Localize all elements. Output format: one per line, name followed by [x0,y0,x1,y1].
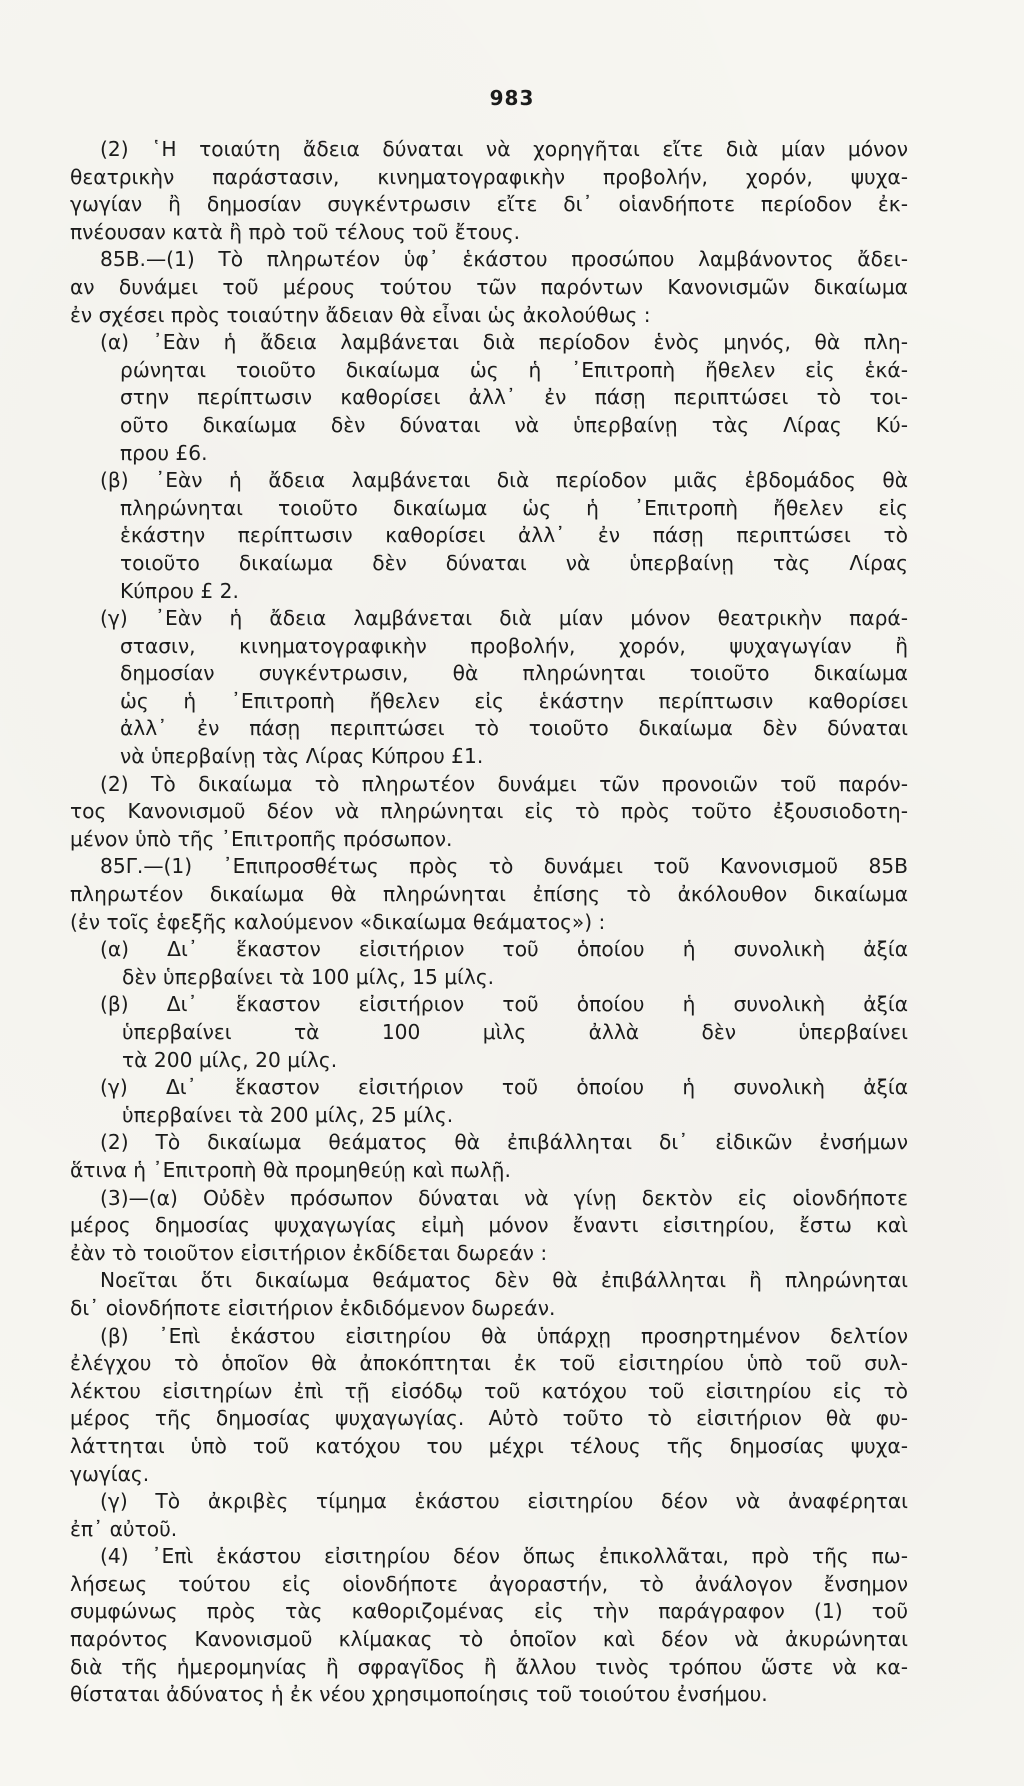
text-line: 85Β.—(1) Τὸ πληρωτέον ὑφ᾿ ἑκάστου προσώπου λαμβάνοντος ἄδει- [100,247,908,272]
text-line: (2) Τὸ δικαίωμα τὸ πληρωτέον δυνάμει τῶν προνοιῶν τοῦ παρόν- [100,771,908,796]
text-line: (β) Δι᾿ ἕκαστον εἰσιτήριον τοῦ ὁποίου ἡ συνολικὴ ἀξία [100,992,908,1017]
text-line: ὡς ἡ ᾿Επιτροπὴ ἤθελεν εἰς ἑκάστην περίπτωσιν καθορίσει [120,688,908,713]
text-line: (3)—(α) Οὐδὲν πρόσωπον δύναται νὰ γίνῃ δεκτὸν εἰς οἱονδήποτε [100,1185,908,1210]
text-line: (γ) Δι᾿ ἕκαστον εἰσιτήριον τοῦ ὁποίου ἡ συνολικὴ ἀξία [100,1075,908,1100]
text-line: ἐπ᾿ αὐτοῦ. [70,1516,178,1541]
text-line: (γ) Τὸ ἀκριβὲς τίμημα ἑκάστου εἰσιτηρίου δέον νὰ ἀναφέρηται [100,1489,908,1514]
text-line: λάττηται ὑπὸ τοῦ κατόχου του μέχρι τέλους τῆς δημοσίας ψυχα- [70,1433,908,1458]
text-line: ρώνηται τοιοῦτο δικαίωμα ὡς ἡ ᾿Επιτροπὴ ἤθελεν εἰς ἑκά- [120,357,908,382]
text-line: λέκτου εἰσιτηρίων ἐπὶ τῇ εἰσόδῳ τοῦ κατόχου τοῦ εἰσιτηρίου εἰς τὸ [70,1378,908,1403]
text-line: μέρος δημοσίας ψυχαγωγίας εἰμὴ μόνον ἔναντι εἰσιτηρίου, ἔστω καὶ [70,1213,908,1238]
text-line: τοιοῦτο δικαίωμα δὲν δύναται νὰ ὑπερβαίνῃ τὰς Λίρας [120,550,908,575]
text-line: παρόντος Κανονισμοῦ κλίμακας τὸ ὁποῖον καὶ δέον νὰ ἀκυρώνηται [70,1627,908,1652]
text-line: γωγίας. [70,1461,150,1486]
text-line: ἅτινα ἡ ᾿Επιτροπὴ θὰ προμηθεύῃ καὶ πωλῇ. [70,1157,511,1182]
text-line: Νοεῖται ὅτι δικαίωμα θεάματος δὲν θὰ ἐπιβάλληται ἢ πληρώνηται [100,1268,908,1293]
text-line: ὑπερβαίνει τὰ 200 μίλς, 25 μίλς. [122,1102,454,1127]
text-line: νὰ ὑπερβαίνῃ τὰς Λίρας Κύπρου £1. [120,744,484,769]
text-line: (2) Τὸ δικαίωμα θεάματος θὰ ἐπιβάλληται δι᾿ εἰδικῶν ἐνσήμων [100,1130,908,1155]
text-line: πληρώνηται τοιοῦτο δικαίωμα ὡς ἡ ᾿Επιτροπὴ ἤθελεν εἰς [120,495,908,520]
text-line: δι᾿ οἱονδήποτε εἰσιτήριον ἐκδιδόμενον δωρεάν. [70,1295,556,1320]
text-line: (ἐν τοῖς ἑφεξῆς καλούμενον «δικαίωμα θεάματος») : [70,909,606,934]
text-line: στασιν, κινηματογραφικὴν προβολήν, χορόν, ψυχαγωγίαν ἢ [120,633,908,658]
text-line: διὰ τῆς ἡμερομηνίας ἢ σφραγῖδος ἢ ἄλλου τινὸς τρόπου ὥστε νὰ κα- [70,1654,908,1679]
body-text [70,136,908,1709]
text-line: θεατρικὴν παράστασιν, κινηματογραφικὴν προβολήν, χορόν, ψυχα- [70,164,908,189]
text-line: συμφώνως πρὸς τὰς καθοριζομένας εἰς τὴν παράγραφον (1) τοῦ [70,1599,908,1624]
text-line: πνέουσαν κατὰ ἢ πρὸ τοῦ τέλους τοῦ ἔτους. [70,219,521,244]
text-line: ἐν σχέσει πρὸς τοιαύτην ἄδειαν θὰ εἶναι ὡς ἀκολούθως : [70,302,651,327]
text-line: (α) ᾿Εὰν ἡ ἄδεια λαμβάνεται διὰ περίοδον ἑνὸς μηνός, θὰ πλη- [100,330,908,355]
text-line: (β) ᾿Επὶ ἑκάστου εἰσιτηρίου θὰ ὑπάρχῃ προσηρτημένον δελτίον [100,1323,908,1348]
text-line: (γ) ᾿Εὰν ἡ ἄδεια λαμβάνεται διὰ μίαν μόνον θεατρικὴν παρά- [100,606,908,631]
text-line: πληρωτέον δικαίωμα θὰ πληρώνηται ἐπίσης τὸ ἀκόλουθον δικαίωμα [70,882,908,907]
text-line: γωγίαν ἢ δημοσίαν συγκέντρωσιν εἴτε δι᾿ οἱανδήποτε περίοδον ἐκ- [70,192,908,217]
text-line: αν δυνάμει τοῦ μέρους τούτου τῶν παρόντων Κανονισμῶν δικαίωμα [70,274,908,299]
text-line: ὑπερβαίνει τὰ 100 μὶλς ἀλλὰ δὲν ὑπερβαίνει [122,1020,908,1044]
text-line: ἑκάστην περίπτωσιν καθορίσει ἀλλ᾿ ἐν πάσῃ περιπτώσει τὸ [120,523,908,548]
text-line: (2) ῾Η τοιαύτη ἄδεια δύναται νὰ χορηγῆται εἴτε διὰ μίαν μόνον [100,137,908,161]
text-line: (α) Δι᾿ ἕκαστον εἰσιτήριον τοῦ ὁποίου ἡ συνολικὴ ἀξία [100,937,908,962]
text-line: μένον ὑπὸ τῆς ᾿Επιτροπῆς πρόσωπον. [70,826,453,851]
text-line: πρου £6. [120,440,208,465]
text-line: ἀλλ᾿ ἐν πάσῃ περιπτώσει τὸ τοιοῦτο δικαίωμα δὲν δύναται [120,716,908,741]
text-line: τὰ 200 μίλς, 20 μίλς. [122,1047,338,1072]
text-line: (4) ᾿Επὶ ἑκάστου εἰσιτηρίου δέον ὅπως ἐπικολλᾶται, πρὸ τῆς πω- [100,1544,908,1569]
text-line: ἐὰν τὸ τοιοῦτον εἰσιτήριον ἐκδίδεται δωρεάν : [70,1240,548,1265]
text-line: δὲν ὑπερβαίνει τὰ 100 μίλς, 15 μίλς. [122,964,495,989]
page-number: 983 [489,86,535,110]
text-line: δημοσίαν συγκέντρωσιν, θὰ πληρώνηται τοιοῦτο δικαίωμα [120,661,908,686]
text-line: Κύπρου £ 2. [120,578,239,603]
text-line: τος Κανονισμοῦ δέον νὰ πληρώνηται εἰς τὸ πρὸς τοῦτο ἐξουσιοδοτη- [70,799,908,824]
text-line: (β) ᾿Εὰν ἡ ἄδεια λαμβάνεται διὰ περίοδον μιᾶς ἑβδομάδος θὰ [100,468,908,493]
text-line: οῦτο δικαίωμα δὲν δύναται νὰ ὑπερβαίνῃ τὰς Λίρας Κύ- [120,412,908,437]
text-line: μέρος τῆς δημοσίας ψυχαγωγίας. Αὐτὸ τοῦτο τὸ εἰσιτήριον θὰ φυ- [70,1406,908,1431]
text-line: λήσεως τούτου εἰς οἱονδήποτε ἀγοραστήν, τὸ ἀνάλογον ἔνσημον [70,1571,908,1596]
text-line: στην περίπτωσιν καθορίσει ἀλλ᾿ ἐν πάσῃ περιπτώσει τὸ τοι- [120,385,908,410]
text-line: ἐλέγχου τὸ ὁποῖον θὰ ἀποκόπτηται ἐκ τοῦ εἰσιτηρίου ὑπὸ τοῦ συλ- [70,1351,908,1376]
text-line: 85Γ.—(1) ᾿Επιπροσθέτως πρὸς τὸ δυνάμει τοῦ Κανονισμοῦ 85Β [100,854,908,879]
text-line: θίσταται ἀδύνατος ἡ ἐκ νέου χρησιμοποίησις τοῦ τοιούτου ἐνσήμου. [70,1682,768,1707]
